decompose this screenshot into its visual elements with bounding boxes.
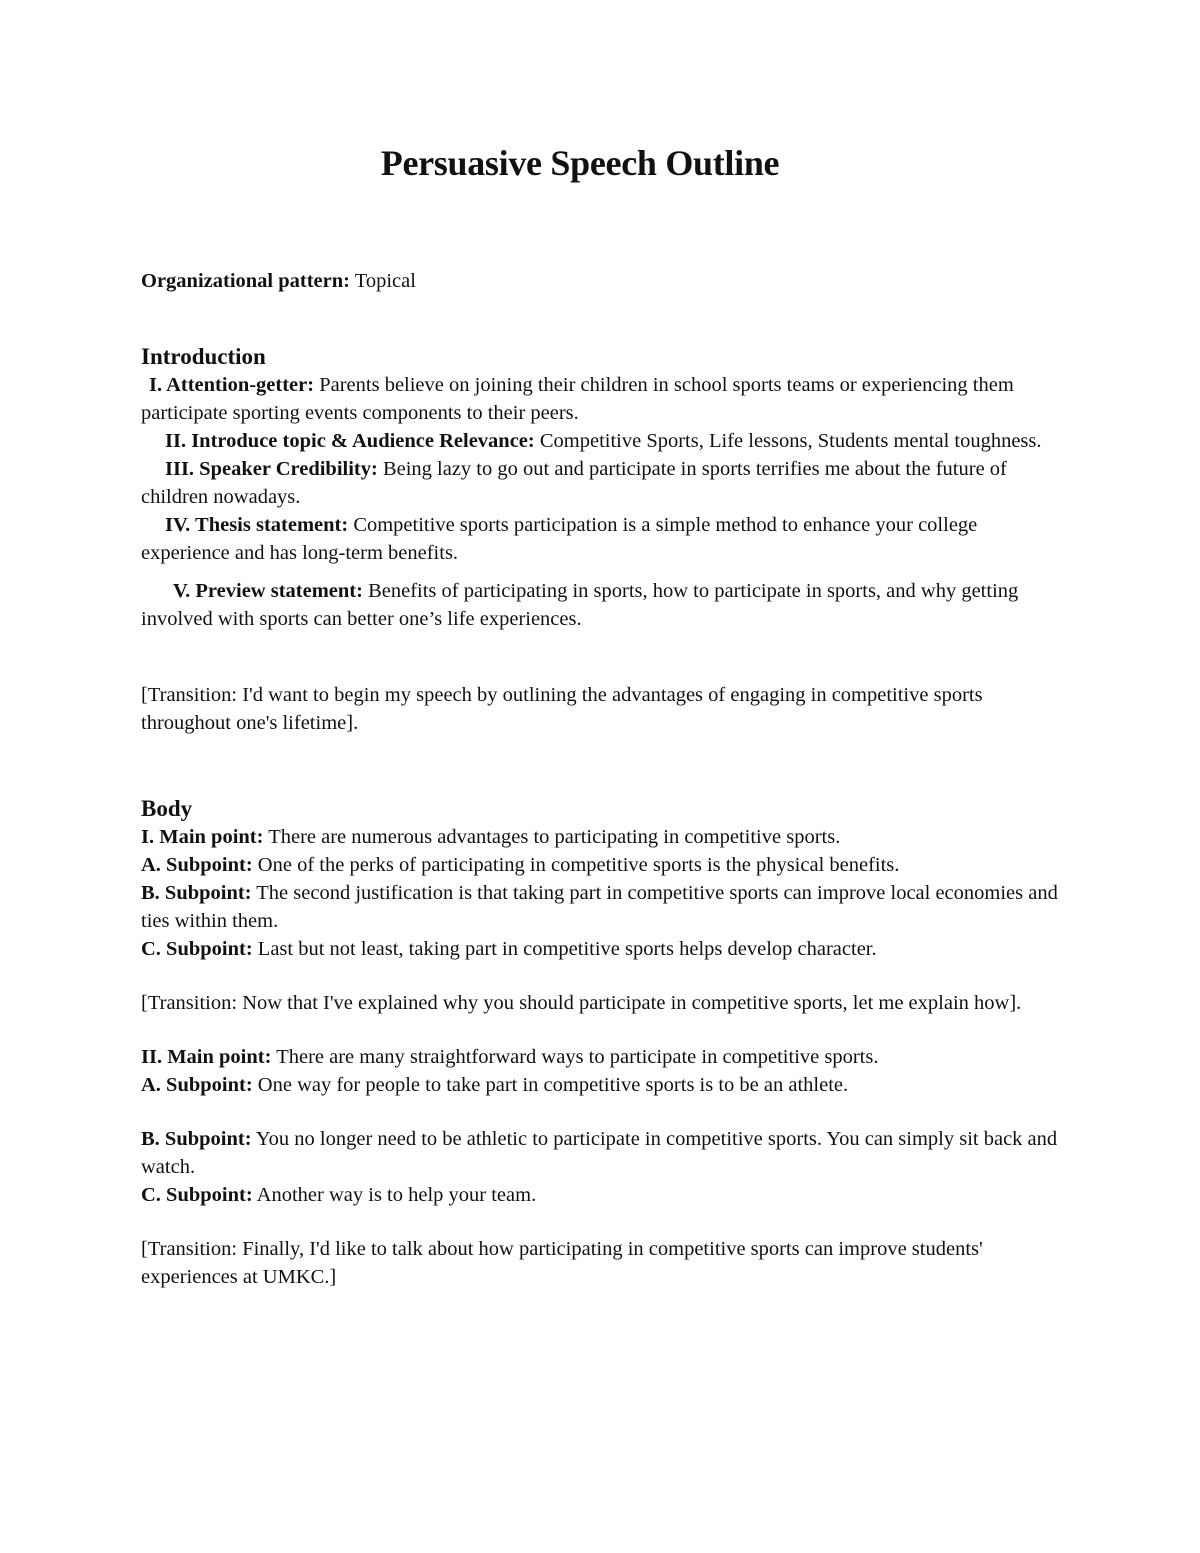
outline-content	[141, 267, 1061, 1291]
intro-item-label: V. Preview statement:	[173, 580, 363, 602]
main-point-label: II. Main point:	[141, 1046, 272, 1068]
subpoint-text: One way for people to take part in competitive sports is to be an athlete.	[252, 1074, 849, 1096]
intro-item-attention	[141, 371, 1061, 427]
subpoint-text: Another way is to help your team.	[252, 1184, 537, 1206]
subpoint	[141, 1181, 1061, 1209]
main-point-2	[141, 1043, 1061, 1071]
subpoint-text: The second justification is that taking part in competitive sports can improve local economies and ties within them.	[141, 882, 1058, 932]
subpoint-text: One of the perks of participating in competitive sports is the physical benefits.	[252, 854, 900, 876]
subpoint	[141, 1125, 1061, 1181]
intro-item-text: Competitive Sports, Life lessons, Students mental toughness.	[534, 430, 1042, 452]
subpoint	[141, 935, 1061, 963]
main-point-text: There are numerous advantages to participating in competitive sports.	[263, 826, 841, 848]
intro-item-text: Competitive sports participation is a simple method to enhance your college experience and has long-term benefits.	[141, 514, 978, 564]
subpoint	[141, 879, 1061, 935]
intro-item-text: Benefits of participating in sports, how to participate in sports, and why getting involved with sports can better one’s life experiences.	[141, 580, 1019, 630]
subpoint	[141, 851, 1061, 879]
organizational-value: Topical	[349, 270, 416, 292]
page-title: Persuasive Speech Outline	[380, 143, 780, 183]
subpoint-label: A. Subpoint:	[141, 1074, 253, 1096]
intro-item-label: II. Introduce topic & Audience Relevance:	[165, 430, 535, 452]
intro-item-text: Being lazy to go out and participate in sports terrifies me about the future of children nowadays.	[141, 458, 1007, 508]
main-point-1	[141, 823, 1061, 851]
subpoint-label: B. Subpoint:	[141, 1128, 252, 1150]
intro-item-text: Parents believe on joining their children in school sports teams or experiencing them participate sporting events components to their peers.	[141, 374, 1014, 424]
subpoint	[141, 1071, 1061, 1099]
organizational-label: Organizational pattern:	[141, 270, 350, 292]
intro-item-topic	[141, 427, 1061, 455]
body-transition-1: [Transition: Now that I've explained why you should participate in competitive sports, let me explain how].	[141, 992, 1022, 1014]
subpoint-label: B. Subpoint:	[141, 882, 252, 904]
main-point-label: I. Main point:	[141, 826, 264, 848]
body-heading: Body	[141, 796, 193, 821]
subpoint-text: Last but not least, taking part in competitive sports helps develop character.	[252, 938, 877, 960]
intro-item-thesis	[141, 511, 1061, 567]
intro-item-label: I. Attention-getter:	[149, 374, 315, 396]
main-point-text: There are many straightforward ways to participate in competitive sports.	[271, 1046, 879, 1068]
intro-item-preview	[141, 577, 1061, 633]
body-transition-2: [Transition: Finally, I'd like to talk about how participating in competitive sports can improve students' experiences at UMKC.]	[141, 1238, 983, 1288]
subpoint-label: A. Subpoint:	[141, 854, 253, 876]
subpoint-label: C. Subpoint:	[141, 938, 253, 960]
intro-transition: [Transition: I'd want to begin my speech by outlining the advantages of engaging in competitive sports throughout one's lifetime].	[141, 684, 983, 734]
intro-item-label: III. Speaker Credibility:	[165, 458, 378, 480]
intro-item-label: IV. Thesis statement:	[165, 514, 349, 536]
subpoint-text: You no longer need to be athletic to participate in competitive sports. You can simply sit back and watch.	[141, 1128, 1058, 1178]
introduction-heading: Introduction	[141, 344, 266, 369]
organizational-pattern	[141, 267, 1061, 295]
subpoint-label: C. Subpoint:	[141, 1184, 253, 1206]
intro-item-credibility	[141, 455, 1061, 511]
